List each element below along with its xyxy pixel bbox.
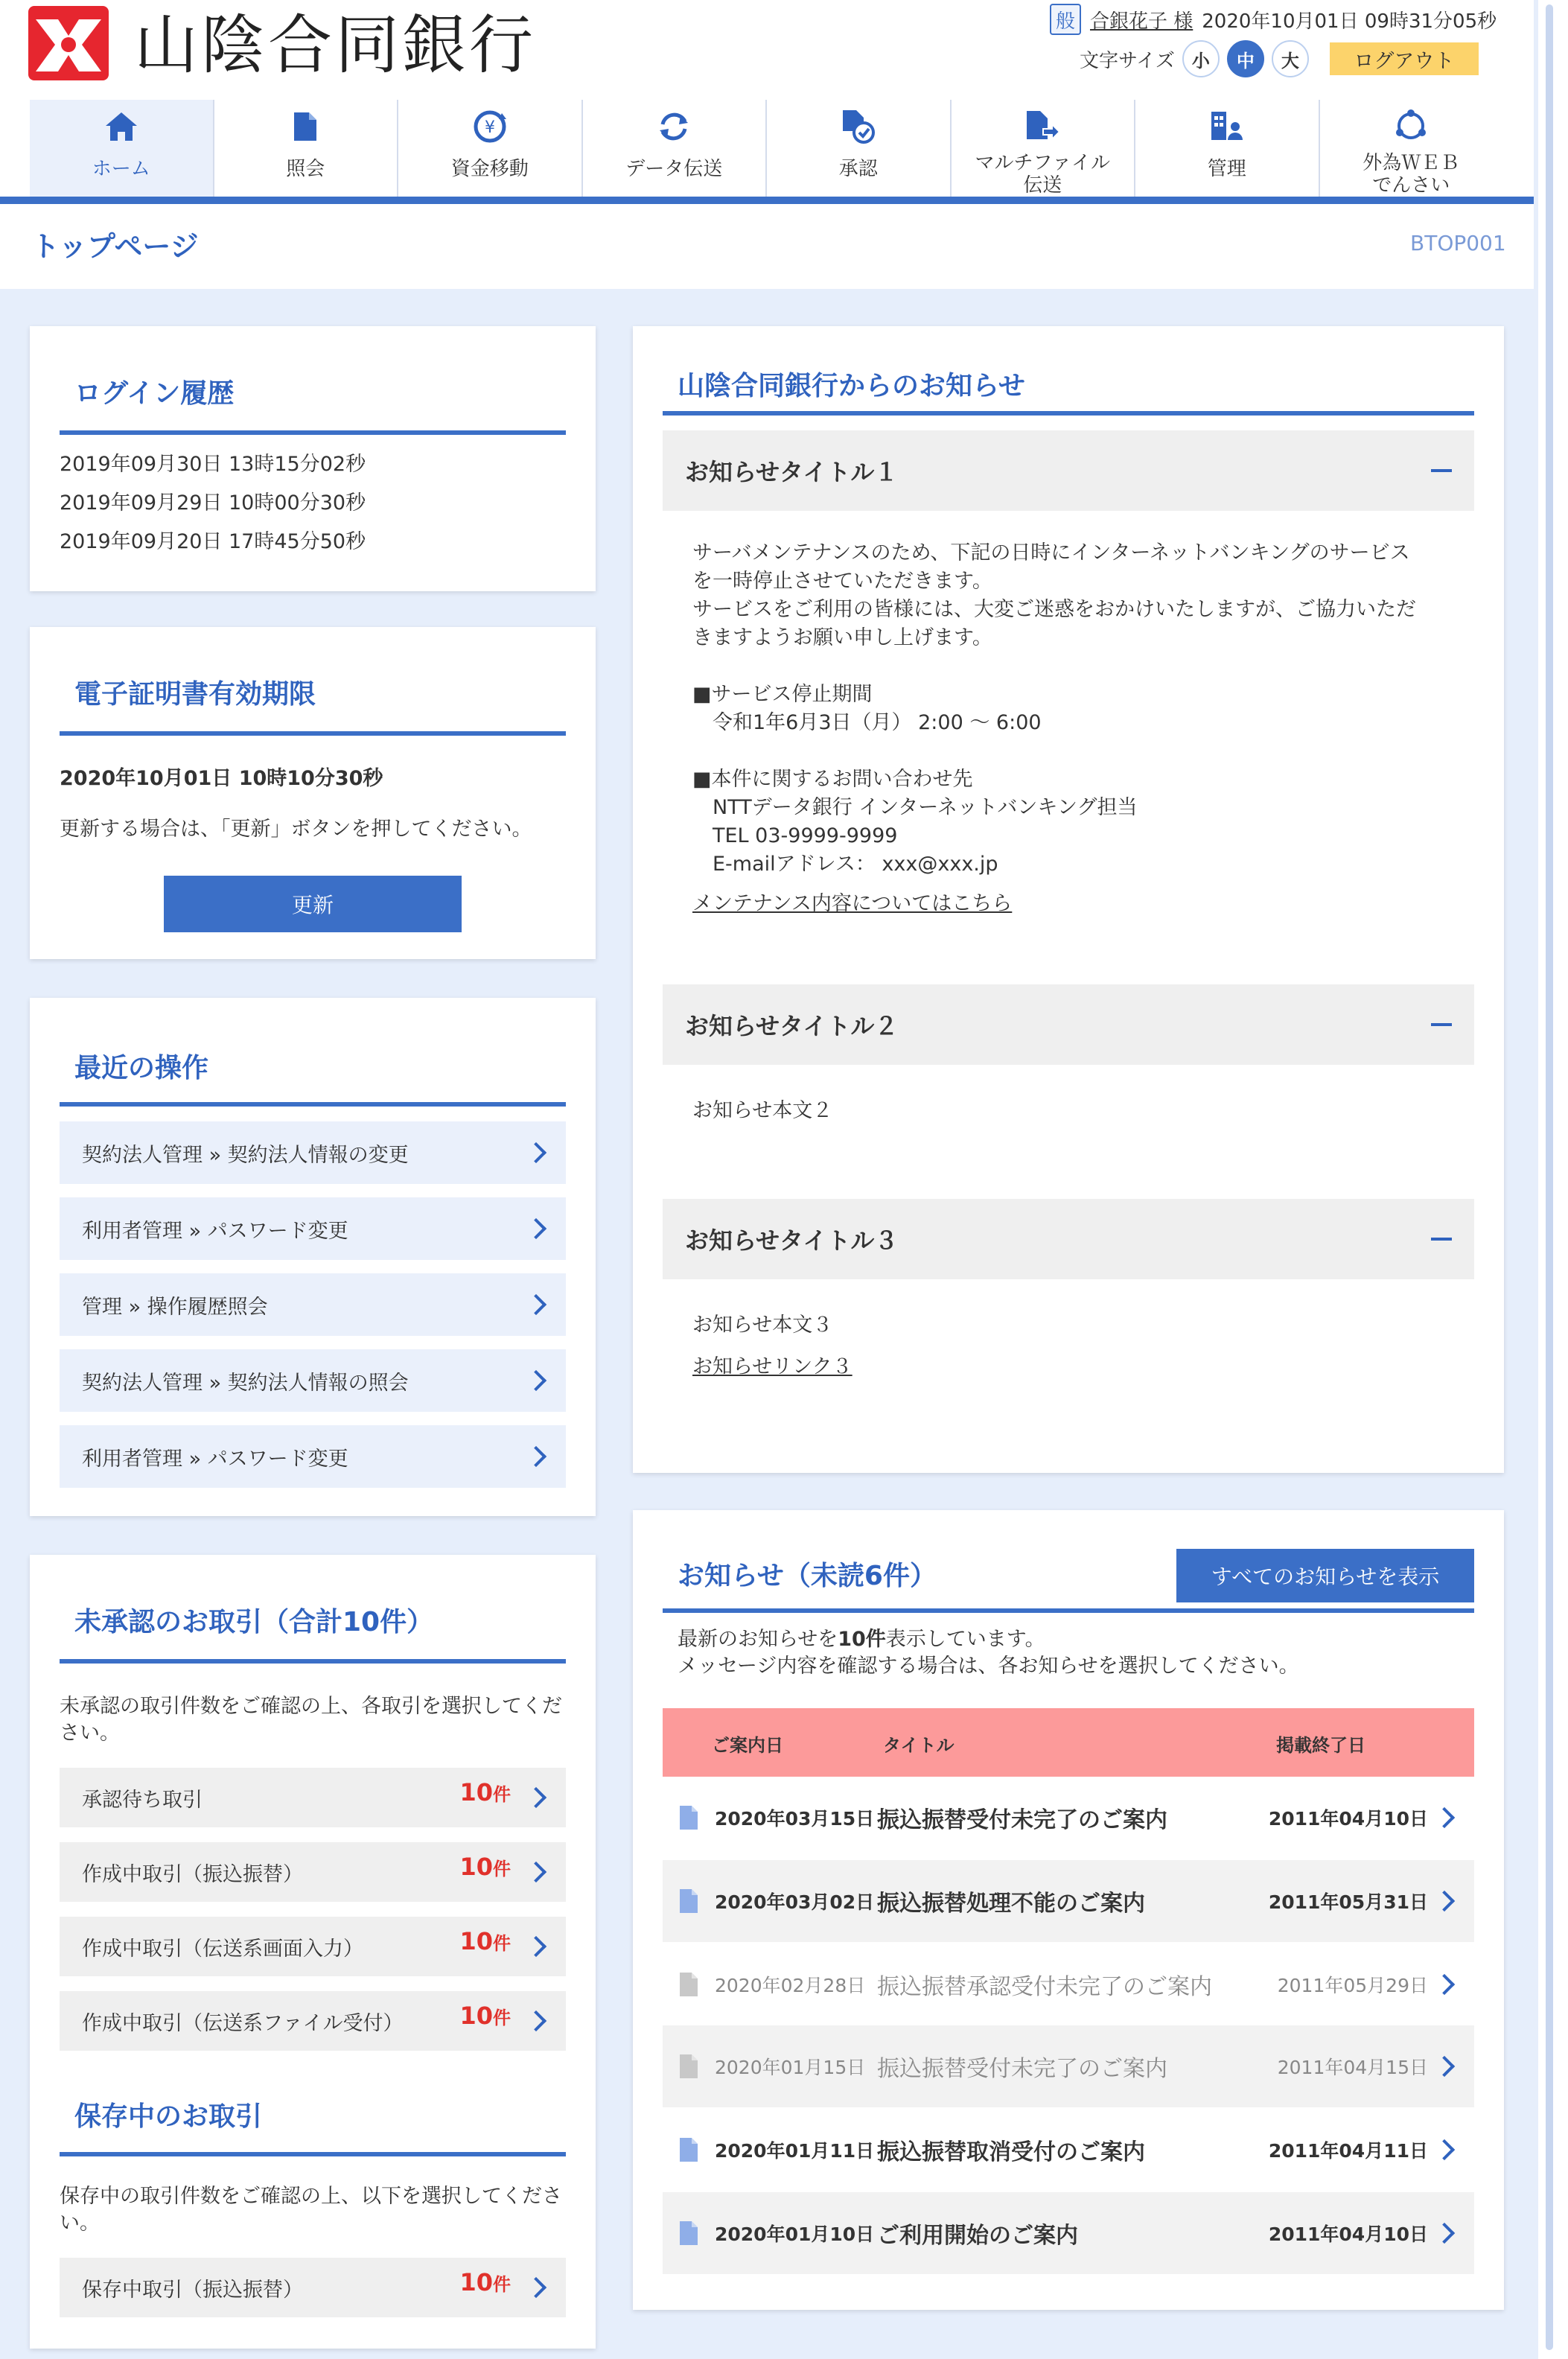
- count-unit: 件: [493, 1784, 511, 1805]
- recent-operation-link[interactable]: [60, 1349, 566, 1412]
- chevron-right-icon: [526, 1294, 546, 1315]
- svg-text:¥: ¥: [484, 118, 495, 137]
- scrollbar-thumb[interactable]: [1546, 4, 1553, 2350]
- show-all-notices-button[interactable]: すべてのお知らせを表示: [1176, 1549, 1474, 1602]
- chevron-right-icon: [526, 1370, 546, 1391]
- news-body-line: サーバメンテナンスのため、下記の日時にインターネットバンキングのサービス: [692, 541, 1410, 564]
- nav-item-multi-file[interactable]: [952, 100, 1136, 197]
- count-unit: 件: [493, 2008, 511, 2028]
- current-datetime: 2020年10月01日 09時31分05秒: [1202, 10, 1497, 33]
- notice-row[interactable]: [663, 2025, 1474, 2107]
- notice-row[interactable]: [663, 2192, 1474, 2274]
- news-body-line: [692, 737, 1416, 765]
- notice-title: ご利用開始のご案内: [877, 2223, 1078, 2249]
- title-rule: [60, 2152, 566, 2156]
- chevron-right-icon: [526, 1862, 546, 1882]
- user-name-link[interactable]: 合銀花子 様: [1090, 10, 1193, 33]
- recent-operation-label: 利用者管理 » パスワード変更: [82, 1447, 348, 1471]
- news-body-line: NTTデータ銀行 インターネットバンキング担当: [692, 796, 1138, 819]
- home-icon: [104, 107, 138, 146]
- notices-intro: [678, 1626, 1299, 1680]
- chevron-right-icon: [526, 1446, 546, 1467]
- nav-label: 資金移動: [450, 158, 529, 180]
- transaction-count: [459, 2002, 511, 2030]
- unapproved-title: 未承認のお取引（合計10件）: [74, 1607, 434, 1637]
- notice-end-date: 2011年05月29日: [1277, 1975, 1428, 1996]
- transaction-label: 作成中取引（振込振替）: [82, 1862, 303, 1886]
- news-body-line: 令和1年6月3日（月） 2:00 ～ 6:00: [692, 711, 1042, 734]
- news-body-line: [692, 652, 1416, 681]
- login-history-item: 2019年09月29日 10時00分30秒: [60, 491, 366, 515]
- title-rule: [60, 1102, 566, 1107]
- nav-item-fund-transfer[interactable]: [398, 100, 583, 197]
- document-icon: [679, 1972, 698, 1997]
- column-header-end-date: 掲載終了日: [1276, 1735, 1365, 1756]
- notice-title: 振込振替承認受付未完了のご案内: [877, 1974, 1212, 2000]
- news-title: お知らせタイトル３: [685, 1226, 899, 1255]
- recent-operation-link[interactable]: [60, 1273, 566, 1336]
- collapse-icon: [1431, 1023, 1452, 1026]
- chevron-right-icon: [1434, 1974, 1455, 1995]
- unapproved-transaction-link[interactable]: [60, 1842, 566, 1902]
- intro-line-2: メッセージ内容を確認する場合は、各お知らせを選択してください。: [678, 1655, 1299, 1678]
- main-nav: [30, 100, 1502, 197]
- nav-label: 外為ＷＥＢ でんさい: [1363, 152, 1460, 197]
- nav-label: マルチファイル 伝送: [975, 152, 1110, 197]
- notice-row[interactable]: [663, 1943, 1474, 2025]
- news-body-line: きますようお願い申し上げます。: [692, 626, 992, 649]
- notice-title: 振込振替処理不能のご案内: [877, 1891, 1145, 1917]
- notice-date: 2020年03月02日: [715, 1891, 875, 1913]
- chevron-right-icon: [526, 1936, 546, 1957]
- recent-operation-link[interactable]: [60, 1425, 566, 1488]
- news-body-line: ■本件に関するお問い合わせ先: [692, 768, 973, 791]
- recent-operation-link[interactable]: [60, 1121, 566, 1184]
- chevron-right-icon: [1434, 2056, 1455, 2077]
- title-rule: [663, 1608, 1474, 1613]
- news-title: お知らせタイトル１: [685, 458, 899, 486]
- chevron-right-icon: [526, 2011, 546, 2031]
- notice-row[interactable]: [663, 2109, 1474, 2191]
- font-size-controls: [1080, 39, 1479, 79]
- transaction-label: 保存中取引（振込振替）: [82, 2278, 303, 2302]
- bank-news-title: 山陰合同銀行からのお知らせ: [678, 371, 1025, 401]
- notice-date: 2020年02月28日: [715, 1975, 866, 1996]
- transaction-label: 承認待ち取引: [82, 1788, 203, 1812]
- transaction-count: [459, 1927, 511, 1955]
- chevron-right-icon: [1434, 2223, 1455, 2244]
- unapproved-note: 未承認の取引件数をご確認の上、各取引を選択してください。: [60, 1695, 562, 1745]
- news-link[interactable]: お知らせリンク３: [692, 1355, 852, 1378]
- transaction-label: 作成中取引（伝送系ファイル受付）: [82, 2011, 404, 2035]
- recent-operations-title: 最近の操作: [74, 1053, 209, 1083]
- renew-button[interactable]: 更新: [164, 876, 462, 932]
- transaction-count: [459, 1853, 511, 1881]
- notice-date: 2020年01月10日: [715, 2223, 875, 2245]
- news-body-line: TEL 03-9999-9999: [692, 824, 898, 847]
- title-rule: [60, 1659, 566, 1664]
- saved-title: 保存中のお取引: [74, 2101, 263, 2132]
- notice-date: 2020年01月11日: [715, 2140, 875, 2162]
- notice-title: 振込振替受付未完了のご案内: [877, 1807, 1167, 1833]
- certificate-note: 更新する場合は、「更新」ボタンを押してください。: [60, 818, 532, 841]
- sync-icon: [657, 107, 691, 146]
- news-body-line: を一時停止させていただきます。: [692, 570, 992, 593]
- notice-row[interactable]: [663, 1860, 1474, 1942]
- column-header-date: ご案内日: [712, 1735, 783, 1756]
- title-rule: [60, 430, 566, 435]
- recent-operation-label: 利用者管理 » パスワード変更: [82, 1219, 348, 1243]
- unapproved-transaction-link[interactable]: [60, 1991, 566, 2051]
- login-history-item: 2019年09月30日 13時15分02秒: [60, 453, 366, 476]
- approval-icon: [841, 107, 876, 146]
- news-accordion-header[interactable]: [663, 430, 1474, 511]
- collapse-icon: [1431, 469, 1452, 472]
- nav-item-approval[interactable]: [767, 100, 952, 197]
- recent-operation-label: 管理 » 操作履歴照会: [82, 1295, 268, 1319]
- nav-label: 承認: [838, 158, 878, 180]
- chevron-right-icon: [526, 1218, 546, 1239]
- document-icon: [679, 2220, 698, 2246]
- notices-card: [633, 1510, 1504, 2310]
- nav-item-home[interactable]: [30, 100, 214, 197]
- user-info: [1050, 3, 1497, 36]
- count-value: 10: [459, 1853, 493, 1881]
- font-size-small-button[interactable]: 小: [1182, 40, 1220, 77]
- count-unit: 件: [493, 1859, 511, 1879]
- document-icon: [679, 1888, 698, 1914]
- chevron-right-icon: [526, 2277, 546, 2298]
- foreign-exchange-icon: [1394, 107, 1428, 144]
- bank-logo-icon: [28, 6, 109, 80]
- font-size-medium-button[interactable]: 中: [1227, 40, 1264, 77]
- count-unit: 件: [493, 1933, 511, 1954]
- chevron-right-icon: [526, 1787, 546, 1808]
- intro-suffix: 表示しています。: [885, 1628, 1045, 1651]
- page-title: トップページ: [31, 230, 199, 263]
- count-value: 10: [459, 2002, 493, 2030]
- notice-title: 振込振替取消受付のご案内: [877, 2139, 1145, 2165]
- chevron-right-icon: [1434, 1807, 1455, 1828]
- nav-item-data-transmission[interactable]: [583, 100, 768, 197]
- intro-prefix: 最新のお知らせを: [678, 1628, 838, 1651]
- count-unit: 件: [493, 2274, 511, 2295]
- unapproved-transaction-link[interactable]: [60, 1768, 566, 1827]
- certificate-expiry: 2020年10月01日 10時10分30秒: [60, 767, 383, 790]
- font-size-label: 文字サイズ: [1080, 49, 1175, 72]
- notices-table-header: [663, 1708, 1474, 1777]
- font-size-large-button[interactable]: 大: [1272, 40, 1309, 77]
- notice-title: 振込振替受付未完了のご案内: [877, 2056, 1167, 2082]
- notice-end-date: 2011年05月31日: [1268, 1891, 1428, 1913]
- maintenance-link[interactable]: メンテナンス内容についてはこちら: [692, 892, 1013, 915]
- news-body-line: ■サービス停止期間: [692, 683, 873, 706]
- yen-transfer-icon: [472, 107, 508, 146]
- bank-news-card: [633, 326, 1504, 1473]
- collapse-icon: [1431, 1238, 1452, 1241]
- notice-end-date: 2011年04月15日: [1277, 2057, 1428, 2078]
- intro-count: 10件: [838, 1628, 886, 1651]
- nav-label: ホーム: [92, 158, 150, 180]
- saved-note: 保存中の取引件数をご確認の上、以下を選択してください。: [60, 2185, 562, 2235]
- login-history-title: ログイン履歴: [74, 378, 235, 409]
- news-accordion-header[interactable]: [663, 984, 1474, 1065]
- news-title: お知らせタイトル２: [685, 1012, 899, 1040]
- recent-operation-label: 契約法人管理 » 契約法人情報の変更: [82, 1143, 409, 1167]
- count-value: 10: [459, 2268, 493, 2296]
- notice-row[interactable]: [663, 1777, 1474, 1859]
- page-id: BTOP001: [1410, 231, 1506, 255]
- scrollbar-track[interactable]: [1538, 0, 1568, 2359]
- notice-end-date: 2011年04月10日: [1268, 1808, 1428, 1830]
- chevron-right-icon: [1434, 1891, 1455, 1911]
- bank-name: 山陰合同銀行: [134, 8, 536, 83]
- nav-item-inquiry[interactable]: [214, 100, 399, 197]
- nav-label: 照会: [286, 158, 325, 180]
- document-icon: [679, 1805, 698, 1830]
- transaction-label: 作成中取引（伝送系画面入力）: [82, 1937, 363, 1961]
- chevron-right-icon: [526, 1142, 546, 1163]
- notice-end-date: 2011年04月10日: [1268, 2223, 1428, 2245]
- news-body: [692, 539, 1416, 879]
- document-icon: [679, 2054, 698, 2079]
- certificate-title: 電子証明書有効期限: [74, 679, 316, 710]
- management-icon: [1210, 107, 1244, 146]
- saved-transaction-link[interactable]: [60, 2258, 566, 2317]
- column-header-title: タイトル: [883, 1735, 954, 1756]
- certificate-card: [30, 627, 596, 959]
- transaction-count: [459, 1778, 511, 1806]
- recent-operations-card: [30, 998, 596, 1516]
- count-value: 10: [459, 1778, 493, 1806]
- document-icon: [293, 107, 318, 146]
- notice-date: 2020年03月15日: [715, 1808, 875, 1830]
- recent-operation-link[interactable]: [60, 1197, 566, 1260]
- news-body-line: サービスをご利用の皆様には、大変ご迷惑をおかけいたしますが、ご協力いただ: [692, 598, 1416, 621]
- notice-date: 2020年01月15日: [715, 2057, 866, 2078]
- multi-file-icon: [1025, 107, 1059, 144]
- pending-transactions-card: [30, 1555, 596, 2349]
- user-type-badge: 般: [1050, 4, 1081, 35]
- news-body-line: お知らせ本文３: [692, 1314, 833, 1337]
- document-icon: [679, 2137, 698, 2162]
- title-rule: [663, 411, 1474, 416]
- logout-button[interactable]: ログアウト: [1330, 42, 1479, 75]
- news-accordion-header[interactable]: [663, 1199, 1474, 1279]
- recent-operation-label: 契約法人管理 » 契約法人情報の照会: [82, 1371, 409, 1395]
- nav-underline: [0, 197, 1534, 204]
- title-rule: [60, 731, 566, 736]
- login-history-card: [30, 326, 596, 591]
- notice-end-date: 2011年04月11日: [1268, 2140, 1428, 2162]
- nav-label: 管理: [1207, 158, 1246, 180]
- nav-item-foreign-exchange[interactable]: [1320, 100, 1503, 197]
- transaction-count: [459, 2268, 511, 2296]
- login-history-item: 2019年09月20日 17時45分50秒: [60, 530, 366, 553]
- news-body-line: お知らせ本文２: [692, 1099, 833, 1122]
- news-body-line: E-mailアドレス： xxx@xxx.jp: [692, 853, 998, 876]
- nav-label: データ伝送: [625, 158, 723, 180]
- unapproved-transaction-link[interactable]: [60, 1917, 566, 1976]
- notices-title: お知らせ（未読6件）: [678, 1561, 937, 1591]
- nav-item-management[interactable]: [1135, 100, 1320, 197]
- count-value: 10: [459, 1927, 493, 1955]
- chevron-right-icon: [1434, 2139, 1455, 2160]
